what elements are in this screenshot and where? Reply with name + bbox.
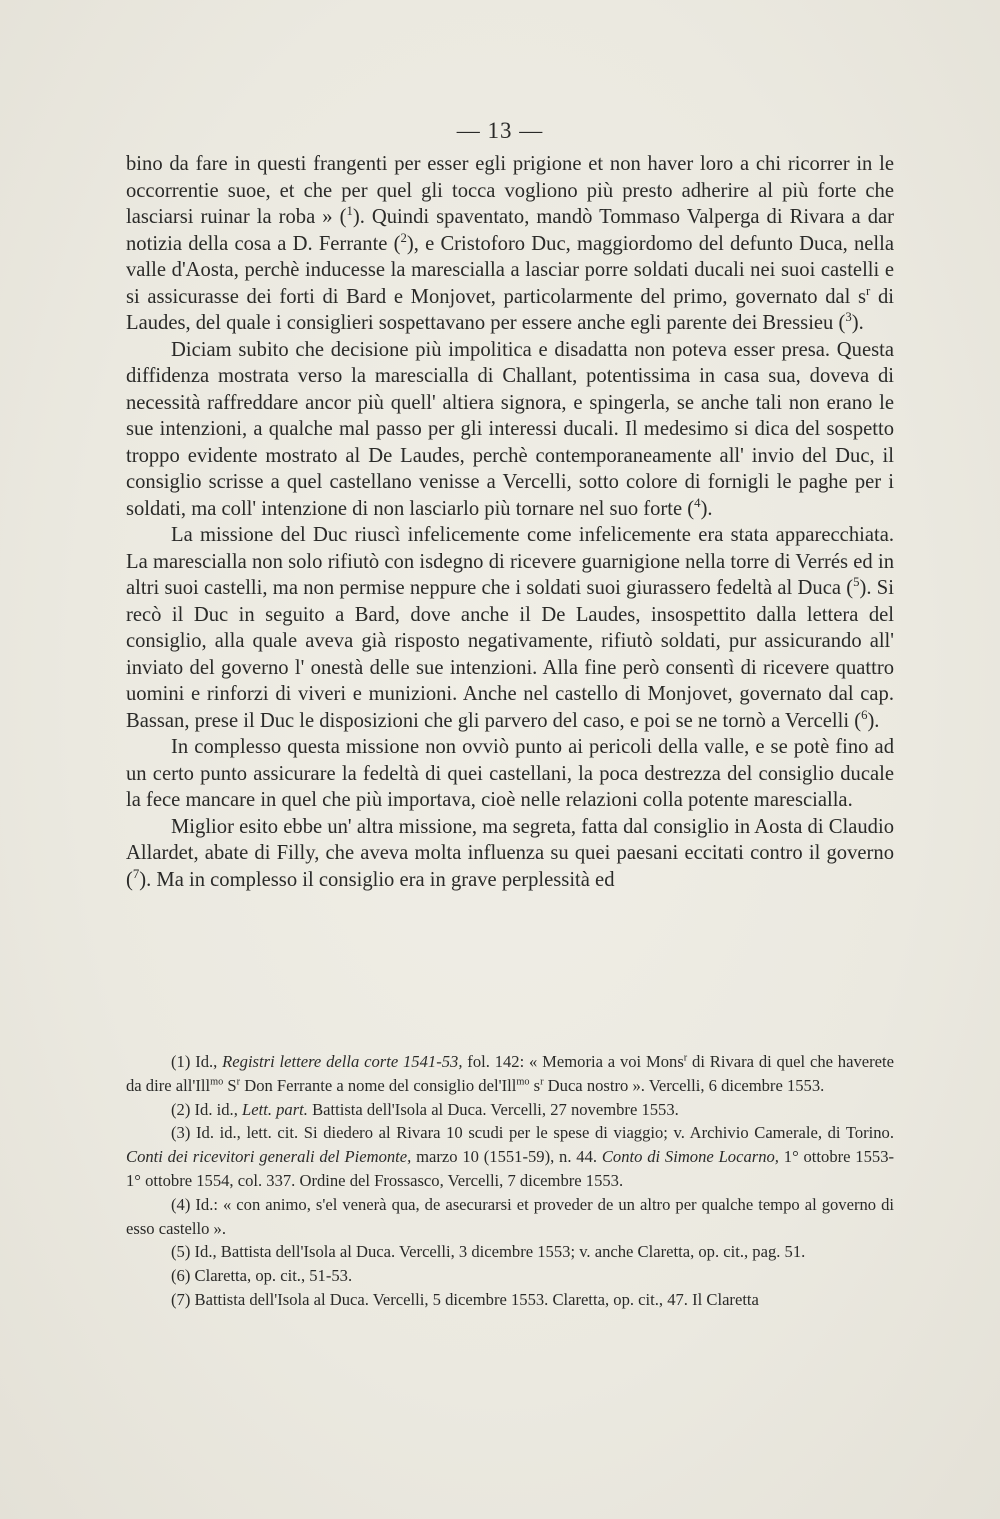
footnote-ref: 1 <box>346 204 353 219</box>
paragraph-2 <box>126 337 894 523</box>
text-run: Id., <box>195 1052 223 1071</box>
footnote-ref: 2 <box>400 230 407 245</box>
footnote-mark: (4) <box>171 1194 191 1214</box>
footnote-3 <box>126 1121 894 1192</box>
page-number: — 13 — <box>456 118 544 143</box>
text-run: In complesso questa missione non ovviò punto ai pericoli della valle, e se potè fino ad un certo punto assicurare la fedeltà di quei castellani, la poca destrezza del consiglio ducale la fece mancare in quel che più importava, cioè nelle relazioni colla potente marescialla. <box>126 736 894 811</box>
footnote-5 <box>126 1240 894 1264</box>
footnote-ref: 3 <box>845 310 852 325</box>
superscript: r <box>683 1052 688 1064</box>
footnote-mark: (7) <box>171 1289 191 1309</box>
footnote-2 <box>126 1098 894 1122</box>
footnote-ref: 6 <box>861 707 868 722</box>
superscript: r <box>540 1076 544 1088</box>
italic-title: Conto di Simone Locarno, <box>601 1147 779 1167</box>
text-run: Battista dell'Isola al Duca. Vercelli, 27 novembre 1553. <box>307 1099 679 1119</box>
text-run: bino da fare in questi frangenti per esser egli prigione et non haver loro a chi ricorrer in le occorrentie suoe, et che per quel gli tocca vogliono più presto adherire al più forte che lasciarsi ruinar la roba » ( <box>126 153 894 228</box>
italic-title: Lett. part. <box>242 1099 308 1119</box>
italic-title: Conti dei ricevitori generali del Piemonte, <box>126 1147 412 1167</box>
text-run: Id. id., lett. cit. Si diedero al Rivara 10 scudi per le spese di viaggio; v. Archivio Camerale, di Torino. <box>196 1123 894 1143</box>
superscript: r <box>866 283 871 298</box>
text-run: ). <box>851 312 864 334</box>
footnote-mark: (5) <box>171 1242 191 1262</box>
footnote-7 <box>126 1288 894 1312</box>
text-run: di Rivara di quel che haverete da dire all'Ill <box>126 1052 894 1095</box>
text-run: ). <box>700 497 713 520</box>
text-run: Miglior esito ebbe un' altra missione, ma segreta, fatta dal consiglio in Aosta di Claudio Allardet, abate di Filly, che aveva molta influenza su quei paesani eccitati contro il governo ( <box>126 815 894 891</box>
text-run: Id. id., <box>194 1099 242 1119</box>
text-run: S <box>223 1075 237 1095</box>
text-run: fol. 142: « Memoria a voi Mons <box>462 1052 684 1071</box>
main-text <box>126 151 894 893</box>
text-run: Don Ferrante a nome del consiglio del'Ill <box>240 1075 517 1095</box>
text-run: di Laudes, del quale i consiglieri sospettavano per essere anche egli parente dei Bressieu ( <box>126 285 894 334</box>
paragraph-4 <box>126 734 894 814</box>
footnote-4 <box>126 1193 894 1241</box>
text-run: ). <box>867 709 880 732</box>
text-run: ). Si recò il Duc in seguito a Bard, dove anche il De Laudes, insospettito dalla lettera del consiglio, alla quale aveva già risposto negativamente, rifiutò soldati, pur assicurando all' inviato del governo l' onestà delle sue intenzioni. Alla fine però consentì di ricevere quattro uomini e rinforzi di viveri e munizioni. Anche nel castello di Monjovet, governato dal cap. Bassan, prese il Duc le disposizioni che gli parvero del caso, e poi se ne tornò a Vercelli ( <box>126 577 894 732</box>
footnote-6 <box>126 1264 894 1288</box>
text-run: Duca nostro ». Vercelli, 6 dicembre 1553. <box>543 1075 825 1095</box>
superscript: mo <box>210 1076 224 1088</box>
text-run: La missione del Duc riuscì infelicemente come infelicemente era stata apparecchiata. La marescialla non solo rifiutò con isdegno di ricevere guarnigione nella torre di Verrés ed in altri suoi castelli, ma non permise neppure che i soldati suoi giurassero fedeltà al Duca ( <box>126 524 894 599</box>
text-run: Diciam subito che decisione più impolitica e disadatta non poteva esser presa. Questa diffidenza mostrata verso la marescialla di Challant, potentissima in casa sua, doveva di necessità raffreddare ancor più quell' altiera signora, e spingerla, se anche tali non erano le sue intenzioni, a qualche mal passo per gli interessi ducali. Il medesimo si dica del sospetto troppo evidente mostrato al De Laudes, perchè contemporaneamente all' invio del Duc, il consiglio scrisse a quel castellano venisse a Vercelli, sotto colore di fornigli le paghe per i soldati, ma coll' intenzione di non lasciarlo più tornare nel suo forte ( <box>126 338 894 520</box>
paragraph-3 <box>126 522 894 734</box>
text-run: Id., Battista dell'Isola al Duca. Vercelli, 3 dicembre 1553; v. anche Claretta, op. cit., pag. 51. <box>194 1242 806 1262</box>
footnote-mark: (1) <box>171 1052 191 1071</box>
superscript: r <box>236 1076 241 1088</box>
footnote-ref: 5 <box>853 575 860 590</box>
text-run: ). Quindi spaventato, mandò Tommaso Valperga di Rivara a dar notizia della cosa a D. Ferrante ( <box>126 206 895 255</box>
footnote-mark: (3) <box>171 1123 191 1143</box>
footnote-1 <box>126 1050 894 1098</box>
footnote-ref: 4 <box>694 495 701 510</box>
text-run: marzo 10 (1551-59), n. 44. <box>411 1147 602 1167</box>
superscript: mo <box>516 1076 530 1088</box>
footnotes <box>126 1050 894 1312</box>
text-run: Battista dell'Isola al Duca. Vercelli, 5 dicembre 1553. Claretta, op. cit., 47. Il Claretta <box>194 1289 759 1309</box>
text-run: 1° ottobre 1553-1° ottobre 1554, col. 337. Ordine del Frossasco, Vercelli, 7 dicembre 1553. <box>126 1147 895 1190</box>
text-run: s <box>529 1075 541 1095</box>
text-run: ). Ma in complesso il consiglio era in grave perplessità ed <box>139 868 615 891</box>
italic-title: Registri lettere della corte 1541-53, <box>222 1052 463 1071</box>
footnote-ref: 7 <box>132 866 140 881</box>
paragraph-1 <box>126 151 894 337</box>
footnote-mark: (6) <box>171 1266 191 1286</box>
text-run: Claretta, op. cit., 51-53. <box>194 1266 353 1286</box>
text-run: Id.: « con animo, s'el venerà qua, de asecurarsi et proveder de un altro per qualche tempo al governo di esso castello ». <box>126 1194 894 1238</box>
footnote-mark: (2) <box>171 1099 191 1119</box>
paragraph-5 <box>126 814 894 894</box>
text-run: ), e Cristoforo Duc, maggiordomo del defunto Duca, nella valle d'Aosta, perchè inducesse la marescialla a lasciar porre soldati ducali nei suoi castelli e si assicurasse dei forti di Bard e Monjovet, particolarmente del primo, governato dal s <box>126 232 894 308</box>
